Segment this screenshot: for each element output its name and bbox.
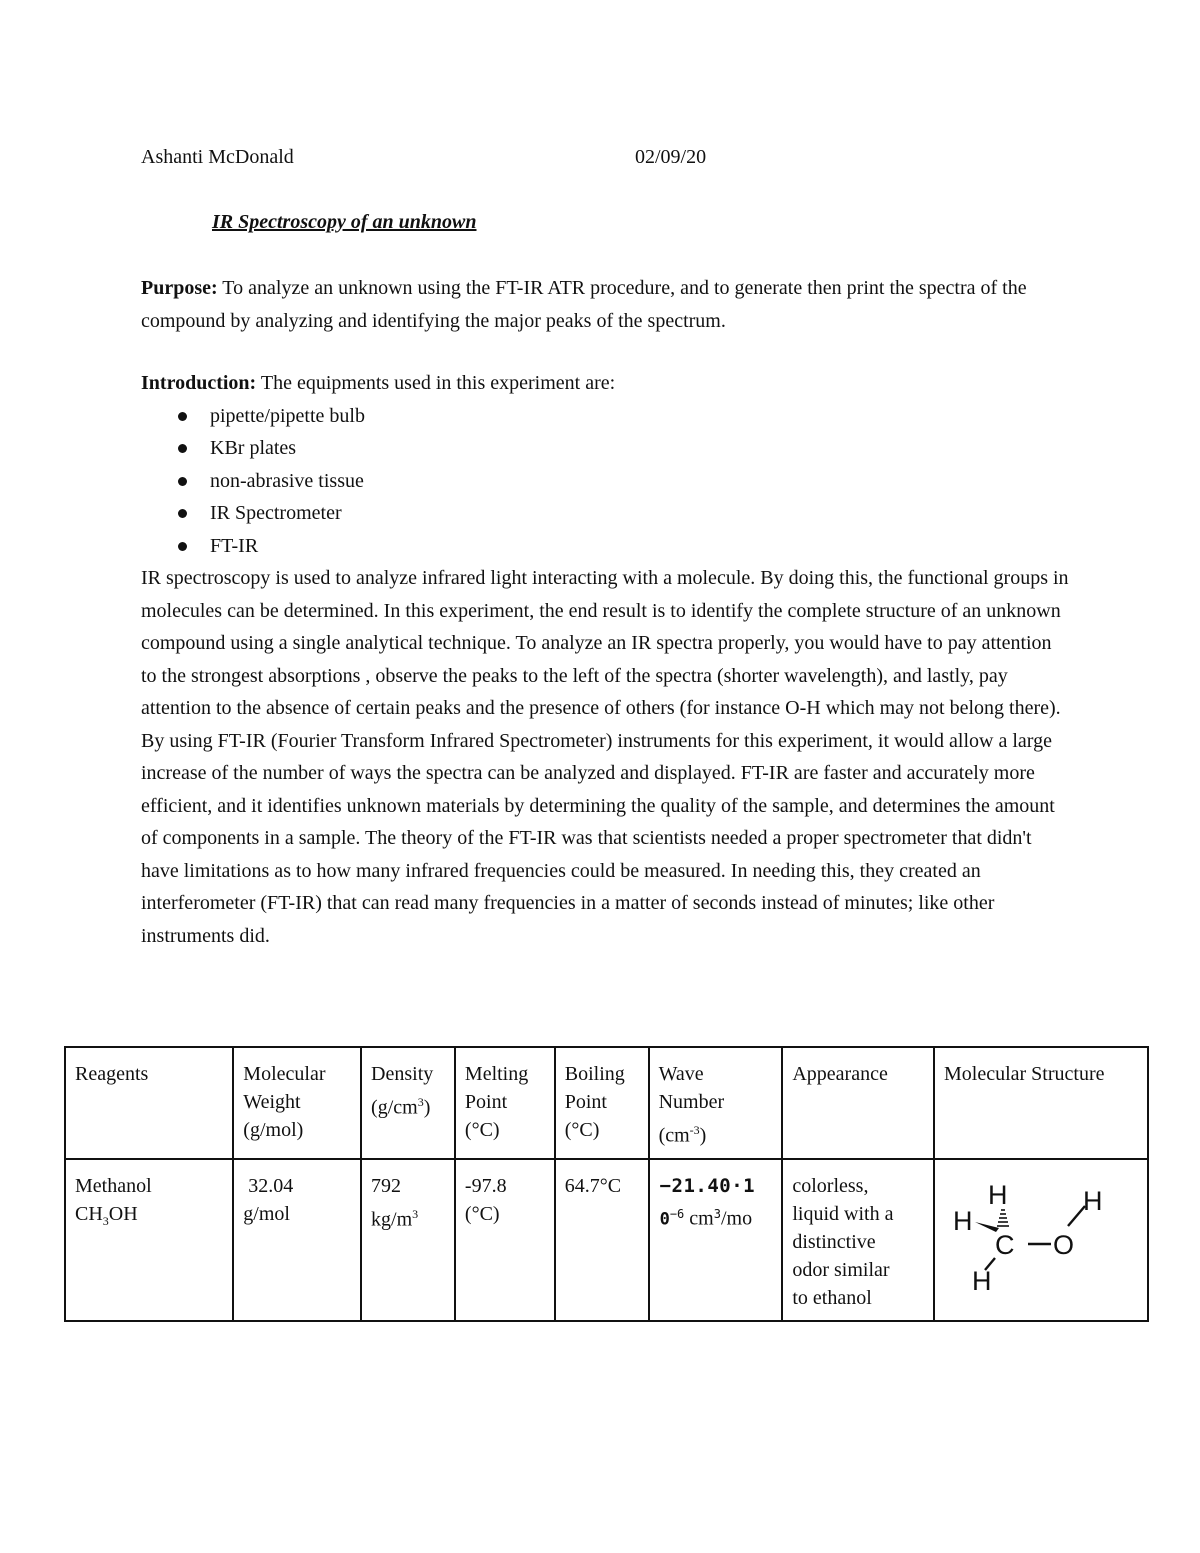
density-unit-sup: 3 [412,1206,419,1221]
atom-h-bottom: H [971,1265,992,1296]
purpose-text: To analyze an unknown using the FT-IR ATR procedure, and to generate then print the spectra of the compound by analyzing and identifying the major peaks of the spectrum. [141,277,1027,332]
header-wn-unit-close: ) [699,1124,707,1147]
equipment-list [141,400,1071,563]
introduction-section [141,367,1071,952]
list-item [141,432,1071,465]
author-name: Ashanti McDonald [141,146,294,168]
wedge-bond-c-h-left [975,1222,999,1232]
cell-boiling-point [555,1159,649,1321]
wave-unit-base: cm [684,1207,714,1230]
list-item [141,400,1071,433]
cell-density [361,1159,455,1321]
mp-unit: (°C) [464,1202,500,1225]
bullet-icon [178,412,187,421]
appearance-line: liquid with a [792,1202,894,1225]
mw-unit: g/mol [243,1202,290,1225]
appearance-line: odor similar [792,1258,890,1281]
bond-o-h [1068,1206,1085,1226]
header-structure-label: Molecular Structure [943,1063,1105,1085]
list-item [141,497,1071,530]
atom-c: C [994,1229,1015,1260]
formula-part: OH [108,1202,138,1225]
table-row [65,1159,1148,1321]
list-item [141,530,1071,563]
bullet-icon [178,477,187,486]
formula-part: CH [75,1202,103,1225]
hashed-bond-c-h-top [997,1210,1009,1226]
cell-molecular-weight [233,1159,361,1321]
density-value: 792 [371,1174,402,1197]
appearance-line: to ethanol [792,1286,872,1309]
equipment-item: FT-IR [210,534,259,557]
mp-value: -97.8 [464,1174,507,1197]
header-density-unit [371,1088,446,1122]
header-wn-unit-sup: -3 [689,1123,700,1137]
list-item [141,465,1071,498]
bullet-icon [178,542,187,551]
header-density-line: Density [371,1063,434,1085]
wave-number-value: −21.40·1 [659,1174,756,1197]
header-boiling-point [555,1047,649,1159]
wave-unit-sup: 3 [713,1206,721,1221]
equipment-item: pipette/pipette bulb [210,404,365,427]
header-melting-point [455,1047,555,1159]
equipment-item: non-abrasive tissue [210,469,364,492]
wave-number-unit [660,1200,780,1234]
introduction-paragraph: IR spectroscopy is used to analyze infrared light interacting with a molecule. By doing this, the functional groups in molecules can be determined. In this experiment, the end result is to identify the complete structure of an unknown compound using a single analytical technique. To analyze an IR spectra properly, you would have to pay attention to the strongest absorptions , observe the peaks to the left of the spectra (shorter wavelength), and lastly, pay attention to the absence of certain peaks and the presence of others (for instance O-H which may not belong there). By using FT-IR (Fourier Transform Infrared Spectrometer) instruments for this experiment, it would allow a large increase of the number of ways the spectra can be analyzed and displayed. FT-IR are faster and accurately more efficient, and it identifies unknown materials by determining the quality of the sample, and determines the amount of components in a sample. The theory of the FT-IR was that scientists needed a proper spectrometer that didn't have limitations as to how many infrared frequencies could be measured. In needing this, they created an interferometer (FT-IR) that can read many frequencies in a matter of seconds instead of minutes; like other instruments did. [141,567,1069,947]
header-mp-line: Point [464,1091,508,1113]
header-reagents [65,1047,233,1159]
wave-exp-sup: −6 [669,1206,685,1221]
header-wave-number [649,1047,783,1159]
header-density [361,1047,455,1159]
cell-appearance [782,1159,934,1321]
bullet-icon [178,509,187,518]
atom-o: O [1052,1229,1074,1260]
introduction-lead: The equipments used in this experiment are: [256,372,616,394]
density-unit [371,1200,446,1234]
equipment-item: IR Spectrometer [210,502,342,524]
header-bp-line: Boiling [564,1063,625,1085]
reagent-name: Methanol [75,1174,152,1197]
header-density-unit-base: (g/cm [371,1096,418,1119]
wave-unit-tail: /mo [720,1207,753,1230]
bp-value: 64.7°C [564,1174,622,1197]
atom-h-right: H [1082,1185,1103,1216]
header-mw-line: Molecular [243,1063,326,1085]
purpose-section [141,272,1071,337]
table-header-row [65,1047,1148,1159]
header-mw-line: Weight [243,1091,301,1113]
header-reagents-label: Reagents [75,1063,149,1085]
atom-h-left: H [952,1205,973,1236]
header-density-unit-close: ) [423,1096,431,1119]
equipment-item: KBr plates [210,437,297,459]
header-appearance-label: Appearance [792,1063,888,1085]
header-bp-line: (°C) [564,1119,600,1141]
cell-reagent [65,1159,233,1321]
density-unit-base: kg/m [371,1208,413,1231]
purpose-label: Purpose: [141,277,218,299]
header-wn-line: Number [658,1091,725,1113]
atom-h-top: H [987,1179,1008,1210]
mw-value: 32.04 [243,1174,294,1197]
reagents-table [64,1046,1149,1322]
header-mp-line: (°C) [464,1119,500,1141]
methanol-structure-diagram [939,1166,1139,1296]
cell-melting-point [455,1159,555,1321]
reagent-formula [75,1200,224,1235]
header-mw-line: (g/mol) [243,1119,304,1141]
appearance-line: colorless, [792,1174,869,1197]
header-molecular-weight [233,1047,361,1159]
wave-exp-base: 0 [659,1209,670,1230]
header-molecular-structure [934,1047,1148,1159]
cell-molecular-structure [934,1159,1148,1321]
introduction-label: Introduction: [141,372,257,394]
header-mp-line: Melting [464,1063,529,1085]
report-date: 02/09/20 [635,146,707,168]
document-title: IR Spectroscopy of an unknown [212,211,477,233]
bullet-icon [178,444,187,453]
formula-subscript: 3 [102,1213,109,1228]
header-appearance [782,1047,934,1159]
header-bp-line: Point [564,1091,607,1113]
header-wn-unit [659,1116,774,1150]
appearance-line: distinctive [792,1230,876,1253]
cell-wave-number [649,1159,783,1321]
header-density-unit-sup: 3 [417,1095,424,1109]
header-wn-unit-base: (cm [658,1124,690,1147]
introduction-lead-line [141,367,1071,400]
header-wn-line: Wave [658,1063,704,1085]
